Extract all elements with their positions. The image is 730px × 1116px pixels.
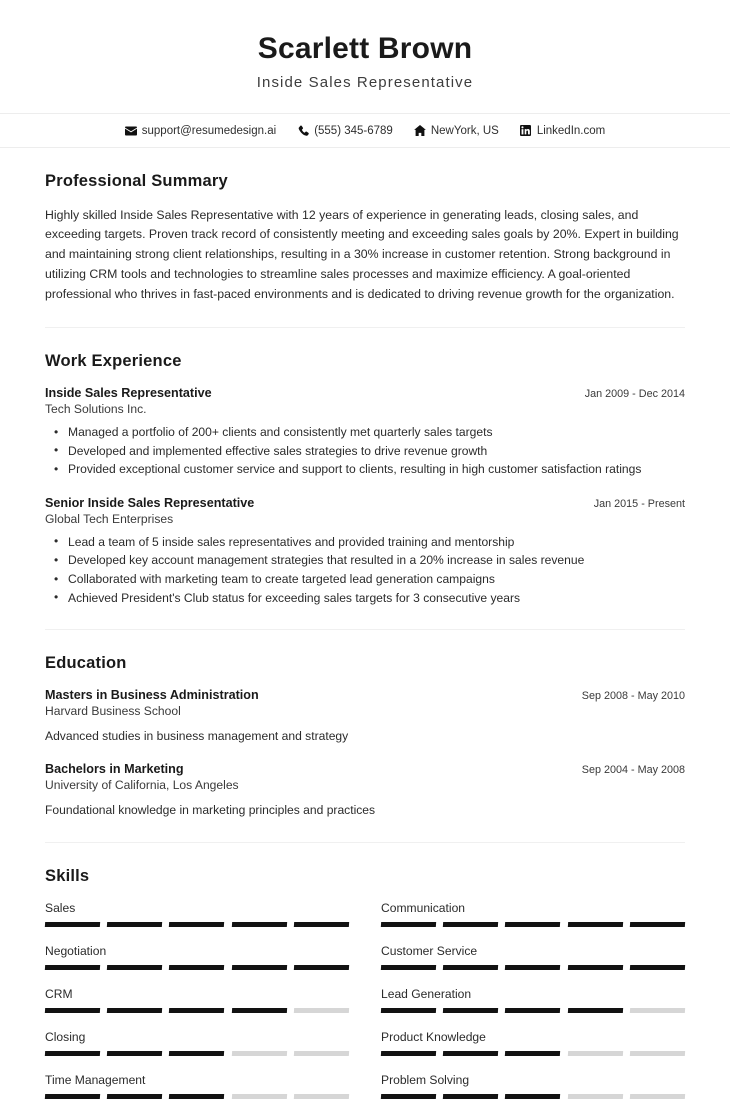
skill-level-segment (505, 965, 561, 970)
education-description: Foundational knowledge in marketing principles and practices (45, 803, 376, 818)
skill-level-segment (294, 1094, 350, 1099)
section-skills (45, 842, 685, 1116)
skill-level-segment (443, 1008, 499, 1013)
skill-level-segment (107, 965, 163, 970)
skill-level-segment (505, 1008, 561, 1013)
skill-item (45, 944, 349, 987)
skill-level-bar (45, 1051, 349, 1056)
linkedin-icon (520, 125, 532, 137)
skill-item (45, 901, 349, 944)
experience-bullet: • Collaborated with marketing team to create targeted lead generation campaigns (45, 570, 685, 589)
skill-level-segment (107, 1008, 163, 1013)
experience-bullet-list (45, 423, 685, 479)
experience-list (45, 386, 685, 607)
skill-level-segment (294, 922, 350, 927)
skill-level-segment (443, 965, 499, 970)
skill-level-segment (630, 922, 686, 927)
contact-item-text: (555) 345-6789 (314, 124, 393, 137)
education-date-range: Sep 2008 - May 2010 (581, 690, 685, 703)
experience-bullet: • Managed a portfolio of 200+ clients and consistently met quarterly sales targets (45, 423, 685, 442)
experience-company: Tech Solutions Inc. (45, 402, 147, 417)
education-degree: Masters in Business Administration (45, 688, 259, 703)
skill-item (45, 1073, 349, 1116)
experience-role: Inside Sales Representative (45, 386, 212, 401)
contact-item-linkedin[interactable] (520, 125, 605, 137)
skill-level-segment (169, 965, 225, 970)
skill-level-segment (45, 922, 101, 927)
skill-level-segment (381, 922, 437, 927)
skill-level-segment (381, 965, 437, 970)
skill-level-segment (231, 1008, 287, 1013)
skill-level-segment (294, 1008, 350, 1013)
home-icon (414, 125, 426, 137)
section-title-skills: Skills (45, 866, 90, 885)
experience-date-range: Jan 2009 - Dec 2014 (584, 388, 685, 401)
experience-bullet: • Achieved President's Club status for exceeding sales targets for 3 consecutive years (45, 589, 685, 608)
contact-item-home[interactable] (414, 125, 499, 137)
skill-level-segment (169, 922, 225, 927)
skill-level-segment (381, 1051, 437, 1056)
skill-level-bar (381, 922, 685, 927)
experience-entry-header (45, 386, 685, 400)
skill-item (45, 1030, 349, 1073)
phone-icon (297, 125, 309, 137)
skill-name: Time Management (45, 1072, 146, 1087)
skill-level-bar (381, 1094, 685, 1099)
skill-item (381, 1030, 685, 1073)
skill-level-segment (505, 1051, 561, 1056)
experience-bullet: • Developed and implemented effective sales strategies to drive revenue growth (45, 442, 685, 461)
skill-level-bar (45, 1008, 349, 1013)
skill-name: Problem Solving (381, 1072, 470, 1087)
skill-level-segment (567, 1051, 623, 1056)
skill-level-bar (45, 922, 349, 927)
skill-name: Sales (45, 900, 76, 915)
experience-bullet-list (45, 533, 685, 607)
skill-name: Communication (381, 900, 466, 915)
experience-role: Senior Inside Sales Representative (45, 495, 255, 510)
resume-body (0, 148, 730, 1116)
skill-level-segment (45, 1051, 101, 1056)
skill-item (381, 944, 685, 987)
summary-text: Highly skilled Inside Sales Representative with 12 years of experience in generating leads, closing sales, and exceeding targets. Proven track record of consistently meeting and exceeding sales goals by 20%. Expert in building and maintaining strong client relationships, resulting in a 30% increase in customer retention. Strong background in utilizing CRM tools and technologies to streamline sales processes and maximize efficiency. A goal-oriented professional who thrives in fast-paced environments and is dedicated to driving revenue growth for the organization. (45, 207, 679, 302)
contact-item-phone[interactable] (297, 125, 393, 137)
skill-item (45, 987, 349, 1030)
experience-company: Global Tech Enterprises (45, 511, 174, 526)
skill-level-segment (505, 922, 561, 927)
experience-entry-header (45, 496, 685, 510)
experience-entry (45, 386, 685, 479)
skill-level-segment (231, 1094, 287, 1099)
envelope-icon (125, 125, 137, 137)
skill-level-bar (381, 1008, 685, 1013)
skill-level-segment (294, 1051, 350, 1056)
section-work-experience (45, 327, 685, 607)
education-entry (45, 762, 685, 819)
skill-level-segment (567, 1008, 623, 1013)
skill-level-segment (381, 1094, 437, 1099)
skill-item (381, 1073, 685, 1116)
skill-level-segment (381, 1008, 437, 1013)
section-title-experience: Work Experience (45, 352, 182, 371)
skill-level-segment (169, 1008, 225, 1013)
skill-name: Lead Generation (381, 986, 472, 1001)
contact-bar (0, 114, 730, 147)
experience-date-range: Jan 2015 - Present (593, 497, 685, 510)
contact-item-text: NewYork, US (430, 124, 499, 137)
skill-name: Product Knowledge (381, 1029, 486, 1044)
skill-level-segment (630, 965, 686, 970)
skill-item (381, 901, 685, 944)
skill-level-segment (294, 965, 350, 970)
skill-level-segment (45, 965, 101, 970)
contact-item-text: LinkedIn.com (536, 124, 606, 137)
education-description: Advanced studies in business management and strategy (45, 729, 349, 744)
skill-level-segment (505, 1094, 561, 1099)
education-entry (45, 688, 685, 745)
skill-level-segment (231, 1051, 287, 1056)
skills-grid (45, 901, 685, 1116)
education-date-range: Sep 2004 - May 2008 (581, 764, 685, 777)
skill-name: CRM (45, 986, 73, 1001)
education-entry-header (45, 688, 685, 702)
experience-bullet: • Developed key account management strategies that resulted in a 20% increase in sales revenue (45, 551, 685, 570)
experience-entry (45, 496, 685, 607)
skill-level-segment (45, 1094, 101, 1099)
skill-name: Customer Service (381, 943, 478, 958)
experience-bullet: • Provided exceptional customer service and support to clients, resulting in high customer satisfaction ratings (45, 460, 685, 479)
section-education (45, 629, 685, 819)
skill-item (381, 987, 685, 1030)
skill-level-segment (567, 1094, 623, 1099)
skill-level-segment (107, 1051, 163, 1056)
skill-level-segment (630, 1008, 686, 1013)
skill-name: Closing (45, 1029, 86, 1044)
skill-level-bar (45, 965, 349, 970)
skill-level-segment (45, 1008, 101, 1013)
section-title-education: Education (45, 654, 127, 673)
education-degree: Bachelors in Marketing (45, 762, 184, 777)
candidate-job-title: Inside Sales Representative (256, 73, 474, 91)
skill-level-bar (45, 1094, 349, 1099)
skill-level-segment (231, 922, 287, 927)
skill-name: Negotiation (45, 943, 107, 958)
skill-level-segment (231, 965, 287, 970)
education-list (45, 688, 685, 819)
skill-level-segment (169, 1094, 225, 1099)
skill-level-segment (443, 922, 499, 927)
skill-level-segment (567, 965, 623, 970)
skill-level-bar (381, 965, 685, 970)
skill-level-bar (381, 1051, 685, 1056)
skill-level-segment (169, 1051, 225, 1056)
contact-item-text: support@resumedesign.ai (141, 124, 277, 137)
section-title-summary: Professional Summary (45, 171, 228, 190)
education-entry-header (45, 762, 685, 776)
experience-bullet: • Lead a team of 5 inside sales representatives and provided training and mentorship (45, 533, 685, 552)
contact-item-envelope[interactable] (125, 125, 276, 137)
skill-level-segment (107, 922, 163, 927)
skill-level-segment (443, 1051, 499, 1056)
resume-header (0, 0, 730, 113)
skill-level-segment (630, 1094, 686, 1099)
education-school: University of California, Los Angeles (45, 778, 239, 793)
skill-level-segment (443, 1094, 499, 1099)
skill-level-segment (630, 1051, 686, 1056)
skill-level-segment (567, 922, 623, 927)
section-professional-summary (45, 148, 685, 306)
education-school: Harvard Business School (45, 704, 181, 719)
skill-level-segment (107, 1094, 163, 1099)
candidate-name: Scarlett Brown (257, 32, 473, 65)
